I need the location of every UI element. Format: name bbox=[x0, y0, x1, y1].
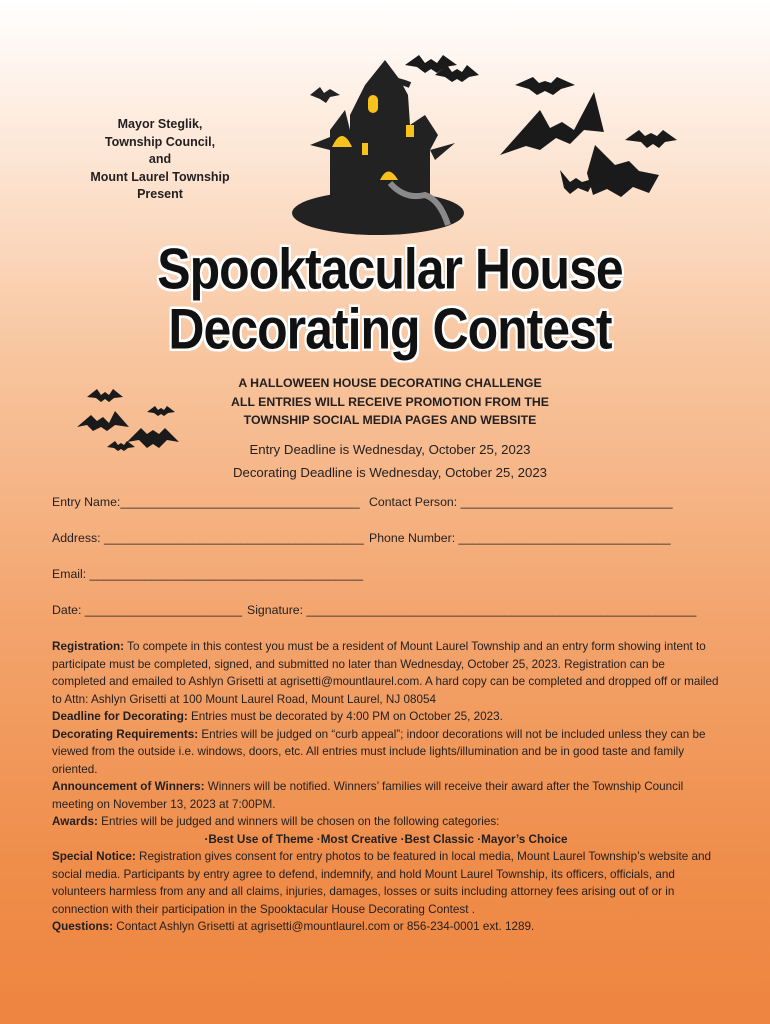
phone-number-row bbox=[369, 531, 671, 545]
winners-paragraph bbox=[52, 778, 720, 813]
headline-line: ALL ENTRIES WILL RECEIVE PROMOTION FROM THE bbox=[231, 394, 549, 409]
registration-paragraph bbox=[52, 638, 720, 708]
phone-number-field[interactable]: Phone Number: _______________________________ bbox=[369, 531, 671, 545]
presenters-credit bbox=[70, 116, 250, 204]
awards-text: Entries will be judged and winners will be chosen on the following categories: bbox=[101, 815, 500, 828]
headline-line: TOWNSHIP SOCIAL MEDIA PAGES AND WEBSITE bbox=[243, 413, 537, 427]
registration-text: To compete in this contest you must be a resident of Mount Laurel Township and an entry form showing intent to participate must be completed, signed, and submitted no later than Wednesday, October 25, 2023. Registration can be completed and emailed to Ashlyn Grisetti at agrisetti@mountlaurel.com. A hard copy can be completed and dropped off or mailed to Attn: Ashlyn Grisetti at 100 Mount Laurel Road, Mount Laurel, NJ 08054 bbox=[52, 640, 719, 706]
contest-rules bbox=[52, 638, 720, 936]
address-row bbox=[52, 531, 364, 545]
email-row bbox=[52, 567, 363, 581]
requirements-paragraph bbox=[52, 726, 720, 779]
notice-label: Special Notice: bbox=[52, 850, 136, 863]
entry-deadline: Entry Deadline is Wednesday, October 25, 2023 bbox=[249, 442, 531, 457]
contest-title-line-1: Spooktacular House bbox=[157, 236, 623, 302]
email-field[interactable]: Email: ________________________________________ bbox=[52, 567, 364, 581]
deadline-label: Deadline for Decorating: bbox=[52, 710, 188, 723]
presenter-line: Township Council, bbox=[104, 134, 216, 149]
notice-paragraph bbox=[52, 848, 720, 918]
bats-top-right-illustration bbox=[395, 45, 705, 215]
presenter-line: Present bbox=[137, 187, 183, 201]
awards-paragraph bbox=[52, 813, 720, 831]
winners-label: Announcement of Winners: bbox=[52, 780, 205, 793]
date-row bbox=[52, 603, 242, 617]
promotion-headlines bbox=[150, 374, 630, 430]
awards-label: Awards: bbox=[52, 815, 98, 828]
award-categories: ·Best Use of Theme ·Most Creative ·Best Classic ·Mayor’s Choice bbox=[204, 832, 568, 846]
requirements-label: Decorating Requirements: bbox=[52, 727, 199, 741]
questions-text: Contact Ashlyn Grisetti at agrisetti@mountlaurel.com or 856-234-0001 ext. 1289. bbox=[116, 920, 535, 933]
signature-row bbox=[247, 603, 696, 617]
questions-paragraph bbox=[52, 918, 720, 936]
decorating-deadline: Decorating Deadline is Wednesday, October 25, 2023 bbox=[232, 465, 547, 480]
questions-label: Questions: bbox=[52, 920, 114, 933]
signature-field[interactable]: Signature: _________________________________________________________ bbox=[247, 603, 697, 617]
entry-name-row bbox=[52, 495, 360, 509]
headline-line: A HALLOWEEN HOUSE DECORATING CHALLENGE bbox=[238, 376, 542, 390]
deadline-text: Entries must be decorated by 4:00 PM on October 25, 2023. bbox=[190, 710, 503, 723]
presenter-line: Mayor Steglik, bbox=[117, 117, 203, 131]
address-field[interactable]: Address: ______________________________________ bbox=[52, 531, 364, 545]
contact-person-field[interactable]: Contact Person: _______________________________ bbox=[369, 495, 673, 509]
contact-person-row bbox=[369, 495, 673, 509]
entry-name-field[interactable]: Entry Name:___________________________________ bbox=[52, 495, 360, 509]
presenter-line: and bbox=[148, 152, 172, 166]
date-field[interactable]: Date: _______________________ bbox=[52, 603, 243, 617]
deadline-paragraph bbox=[52, 708, 720, 726]
registration-label: Registration: bbox=[52, 640, 125, 653]
contest-title-line-2: Decorating Contest bbox=[168, 296, 612, 362]
requirements-text: Entries will be judged on “curb appeal”; indoor decorations will not be included unless they can be viewed from the outside i.e. windows, doors, etc. All entries must include lights/illumination and be in good taste and family oriented. bbox=[52, 727, 706, 776]
notice-text: Registration gives consent for entry photos to be featured in local media, Mount Laurel Township’s website and social media. Participants by entry agree to defend, indemnify, and hold Mount Laurel Township, its officers, officials, and volunteers harmless from any and all claims, injuries, damages, losses or suits including attorney fees arising out of or in connection with their participation in the Spooktacular House Decorating Contest . bbox=[52, 850, 711, 916]
presenter-line: Mount Laurel Township bbox=[90, 169, 230, 184]
winners-text: Winners will be notified. Winners’ families will receive their award after the Township Council meeting on November 13, 2023 at 7:00PM. bbox=[52, 780, 684, 811]
deadline-notices bbox=[150, 438, 630, 484]
